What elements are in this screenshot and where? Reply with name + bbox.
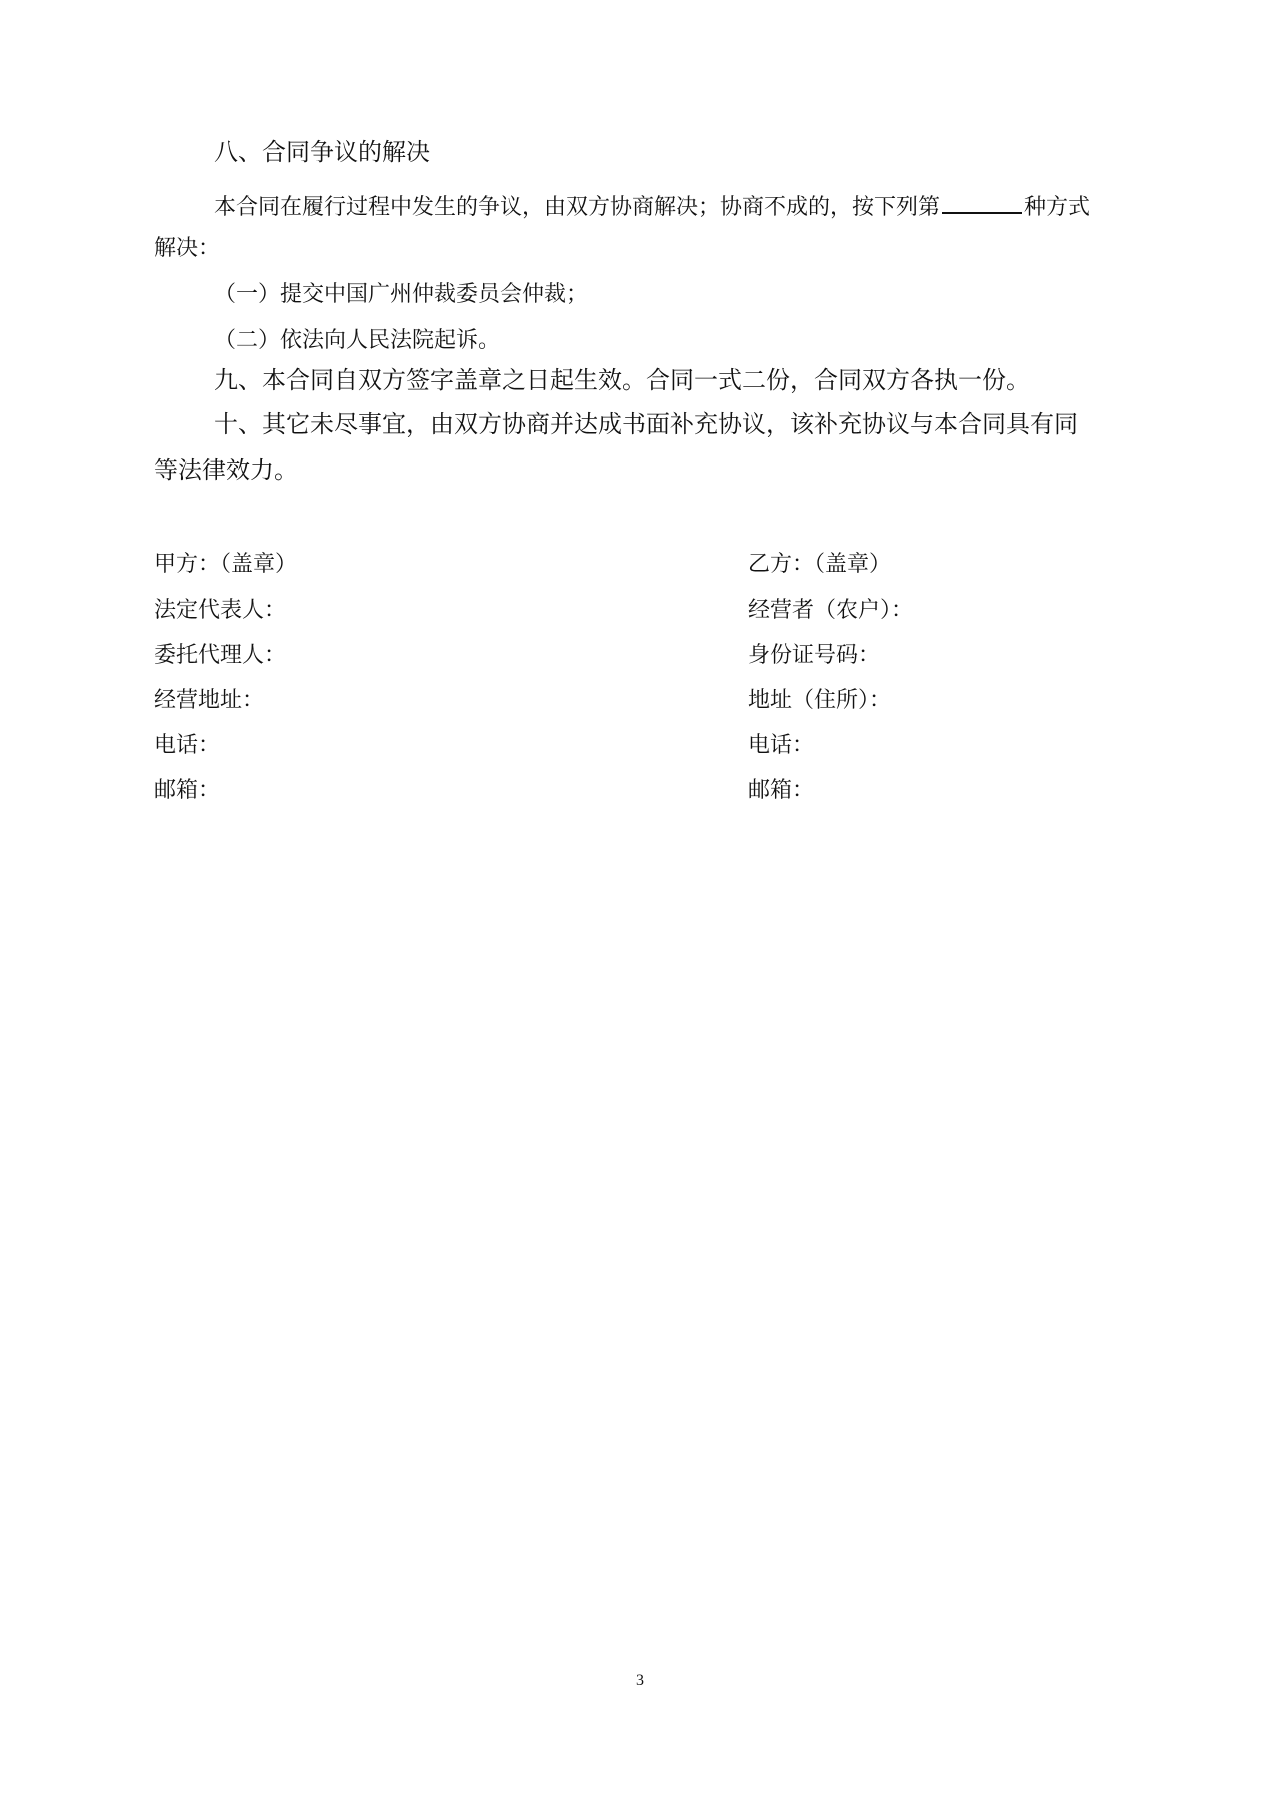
- party-b-address: 地址（住所）：: [748, 688, 892, 713]
- party-b-email: 邮箱：: [748, 778, 815, 803]
- party-a-email: 邮箱：: [154, 778, 221, 803]
- section-8-paragraph-tail: 种方式: [1024, 195, 1091, 220]
- section-8-paragraph-line-2: 解决：: [154, 236, 221, 261]
- section-9: 九、本合同自双方签字盖章之日起生效。合同一式二份，合同双方各执一份。: [214, 366, 1030, 394]
- party-a-title: 甲方：（盖章）: [154, 552, 298, 577]
- party-a-phone: 电话：: [154, 733, 221, 758]
- dispute-option-1: （一）提交中国广州仲裁委员会仲裁；: [214, 282, 589, 307]
- section-8-paragraph-line-1: [214, 194, 1090, 219]
- party-a-agent: 委托代理人：: [154, 643, 287, 668]
- section-8-heading: 八、合同争议的解决: [214, 138, 430, 166]
- page-number: 3: [636, 1672, 644, 1689]
- party-b-id-number: 身份证号码：: [748, 643, 881, 668]
- party-b-operator: 经营者（农户）：: [748, 598, 914, 623]
- party-b-title: 乙方：（盖章）: [748, 552, 892, 577]
- section-10-line-1: 十、其它未尽事宜，由双方协商并达成书面补充协议，该补充协议与本合同具有同: [214, 410, 1078, 438]
- party-b-phone: 电话：: [748, 733, 815, 758]
- section-8-paragraph-text: 本合同在履行过程中发生的争议，由双方协商解决；协商不成的，按下列第: [214, 195, 941, 220]
- fill-in-blank: [942, 194, 1022, 214]
- party-a-address: 经营地址：: [154, 688, 265, 713]
- section-10-line-2: 等法律效力。: [154, 456, 298, 484]
- party-a-legal-rep: 法定代表人：: [154, 598, 287, 623]
- dispute-option-2: （二）依法向人民法院起诉。: [214, 328, 501, 353]
